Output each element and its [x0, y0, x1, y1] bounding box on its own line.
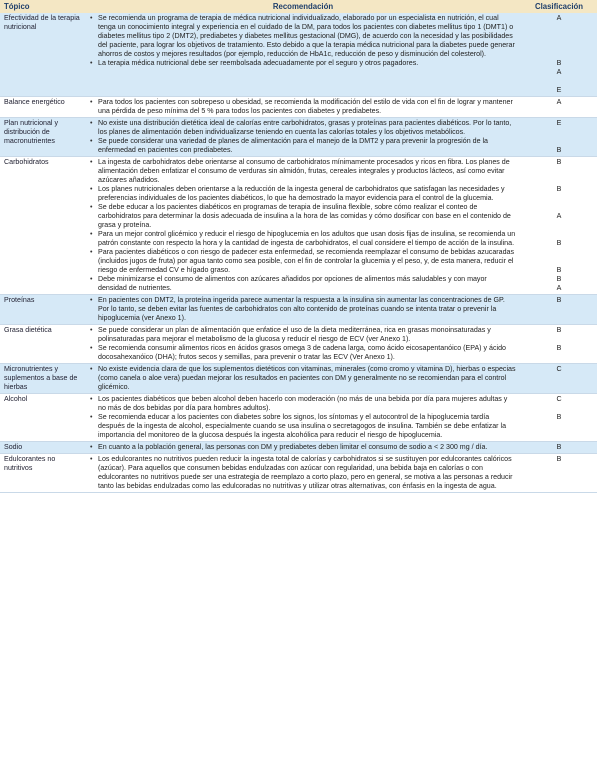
grade-label: B — [556, 296, 562, 304]
grade-label: C — [556, 365, 562, 373]
topic-cell: Micronutrientes y suplementos a base de hierbas — [0, 364, 85, 394]
table-row — [0, 157, 597, 295]
grade-label: E — [556, 86, 562, 94]
topic-cell: Sodio — [0, 442, 85, 454]
table-row — [0, 295, 597, 325]
header-recommendation: Recomendación — [85, 0, 521, 13]
classification-cell — [521, 442, 597, 454]
table-row — [0, 97, 597, 118]
classification-cell — [521, 97, 597, 118]
recommendation-cell — [85, 118, 521, 157]
grade-label: B — [556, 275, 562, 283]
classification-cell — [521, 295, 597, 325]
classification-cell — [521, 454, 597, 493]
header-classification: Clasificación — [521, 0, 597, 13]
recommendation-item: • Para pacientes diabéticos o con riesgo de padecer esta enfermedad, se recomienda reemplazar el consumo de bebidas azucaradas (incluidos jugos de fruta) por agua tanto como sea posible, con el fin de controlar la glucemia y el peso, y, de esta manera, reducir el riesgo de enfermedad CV e hígado graso. — [89, 248, 517, 275]
grade-label: B — [556, 344, 562, 352]
recommendation-cell — [85, 364, 521, 394]
recommendation-item: • En cuanto a la población general, las personas con DM y prediabetes deben limitar el consumo de sodio a < 2 300 mg / día. — [89, 443, 517, 452]
recommendation-cell — [85, 394, 521, 442]
classification-cell — [521, 157, 597, 295]
table-row — [0, 454, 597, 493]
recommendation-cell — [85, 157, 521, 295]
classification-cell — [521, 118, 597, 157]
recommendation-item: • Los planes nutricionales deben orientarse a la reducción de la ingesta general de carbohidratos que satisfagan las necesidades y preferencias individuales de los pacientes diabéticos, lo que ha demostrado la mayor evidencia para el control de la glucemia. — [89, 185, 517, 203]
grade-label: A — [556, 98, 562, 106]
recommendation-item: • Se debe educar a los pacientes diabéticos en programas de terapia de insulina flexible, sobre cómo realizar el conteo de carbohidratos para determinar la dosis adecuada de insulina a la hora de las comidas y cómo dosificar con base en el contenido de grasa y proteína. — [89, 203, 517, 230]
grade-label: B — [556, 146, 562, 154]
topic-cell: Grasa dietética — [0, 325, 85, 364]
topic-cell: Proteínas — [0, 295, 85, 325]
recommendation-cell — [85, 325, 521, 364]
recommendation-item: • La terapia médica nutricional debe ser reembolsada adecuadamente por el seguro y otros pagadores. — [89, 59, 517, 68]
grade-label: E — [556, 119, 562, 127]
grade-label: B — [556, 185, 562, 193]
recommendation-item: • Debe minimizarse el consumo de alimentos con azúcares añadidos por opciones de alimentos más saludables y con mayor densidad de nutrientes. — [89, 275, 517, 293]
recommendation-item: • Para todos los pacientes con sobrepeso u obesidad, se recomienda la modificación del estilo de vida con el fin de lograr y mantener una pérdida de peso mínima del 5 % para todos los pacientes con diabetes y prediabetes. — [89, 98, 517, 116]
table-header-row — [0, 0, 597, 13]
topic-cell: Alcohol — [0, 394, 85, 442]
table-row — [0, 325, 597, 364]
grade-label: B — [556, 158, 562, 166]
recommendation-cell — [85, 13, 521, 97]
recommendation-item: • No existe una distribución dietética ideal de calorías entre carbohidratos, grasas y proteínas para pacientes diabéticos. Por lo tanto, los planes de alimentación deben individualizarse teniendo en cuenta las calorías totales y los objetivos metabólicos. — [89, 119, 517, 137]
recommendation-item: • Se recomienda un programa de terapia de médica nutricional individualizado, elaborado por un especialista en nutrición, el cual tenga un conocimiento integral y experiencia en el cuidado de la DM, para todos los pacientes con diabetes mellitus tipo 1 (DMT1) o diabetes mellitus tipo 2 (DMT2), prediabetes y diabetes mellitus gestacional (DMG), de acuerdo con la necesidad y las posibilidades del paciente, para lograr los objetivos de tratamiento. Esto debido a que la terapia médica nutricional para la diabetes puede generar ahorros de costos y mejores resultados (por ejemplo, reducción de HbA1c, reducción de peso y disminución del colesterol). — [89, 14, 517, 59]
classification-cell — [521, 325, 597, 364]
recommendation-cell — [85, 295, 521, 325]
recommendation-item: • Para un mejor control glicémico y reducir el riesgo de hipoglucemia en los adultos que usan dosis fijas de insulina, se recomienda un patrón constante con respecto la hora y la cantidad de ingesta de carbohidratos, el cual considere el tiempo de acción de la insulina. — [89, 230, 517, 248]
table-body — [0, 13, 597, 493]
grade-label: A — [556, 212, 562, 220]
grade-label: B — [556, 59, 562, 67]
recommendation-item: • En pacientes con DMT2, la proteína ingerida parece aumentar la respuesta a la insulina sin aumentar las concentraciones de GP. Por lo tanto, se deben evitar las fuentes de carbohidratos con alto contenido de proteínas cuando se intenta tratar o prevenir la hipoglucemia (ver Anexo 1). — [89, 296, 517, 323]
grade-label: B — [556, 413, 562, 421]
grade-label: A — [556, 68, 562, 76]
classification-cell — [521, 13, 597, 97]
header-topic: Tópico — [0, 0, 85, 13]
grade-label: A — [556, 284, 562, 292]
recommendation-item: • Se recomienda educar a los pacientes con diabetes sobre los signos, los síntomas y el autocontrol de la hipoglucemia tardía después de la ingesta de alcohol, especialmente cuando se usa insulina o secretagogos de insulina. También se debe enfatizar la importancia del monitoreo de la glucosa después la ingesta alcohólica para reducir el riesgo de hipoglucemia. — [89, 413, 517, 440]
recommendation-item: • Los edulcorantes no nutritivos pueden reducir la ingesta total de calorías y carbohidratos si se sustituyen por edulcorantes calóricos (azúcar). Para aquellos que consumen bebidas endulzadas con azúcar con regularidad, una bebida baja en calorías o con edulcorantes no nutritivos puede ser una estrategia de reemplazo a corto plazo, pero en general, se motiva a las personas a reducir tanto las bebidas endulzadas como las edulcoradas no nutritivas y utilizar otras alternativas, con énfasis en la ingesta de agua. — [89, 455, 517, 491]
table-row — [0, 118, 597, 157]
table-row — [0, 364, 597, 394]
topic-cell: Edulcorantes no nutritivos — [0, 454, 85, 493]
grade-label: A — [556, 14, 562, 22]
topic-cell: Carbohidratos — [0, 157, 85, 295]
recommendation-item: • Se puede considerar una variedad de planes de alimentación para el manejo de la DMT2 y para prevenir la progresión de la enfermedad en pacientes con prediabetes. — [89, 137, 517, 155]
classification-cell — [521, 364, 597, 394]
recommendation-cell — [85, 442, 521, 454]
classification-cell — [521, 394, 597, 442]
recommendation-cell — [85, 97, 521, 118]
recommendation-item: • Se puede considerar un plan de alimentación que enfatice el uso de la dieta mediterránea, rica en grasas monoinsaturadas y polinsaturadas para mejorar el metabolismo de la glucosa y reducir el riesgo de ECV (ver Anexo 1). — [89, 326, 517, 344]
grade-label: C — [556, 395, 562, 403]
grade-label: B — [556, 455, 562, 463]
recommendation-item: • Los pacientes diabéticos que beben alcohol deben hacerlo con moderación (no más de una bebida por día para mujeres adultas y no más de dos bebidas por día para hombres adultos). — [89, 395, 517, 413]
recommendation-cell — [85, 454, 521, 493]
topic-cell: Balance energético — [0, 97, 85, 118]
recommendation-item: • La ingesta de carbohidratos debe orientarse al consumo de carbohidratos mínimamente procesados y ricos en fibra. Los planes de alimentación deben enfatizar el consumo de verduras sin almidón, frutas, cereales integrales y productos lácteos, así como evitar azúcares añadidos. — [89, 158, 517, 185]
table-row — [0, 442, 597, 454]
recommendation-item: • Se recomienda consumir alimentos ricos en ácidos grasos omega 3 de cadena larga, como ácido eicosapentanóico (EPA) y ácido docosahexanóico (DHA); frutos secos y semillas, para prevenir o tratar las ECV (Ver Anexo 1). — [89, 344, 517, 362]
topic-cell: Efectividad de la terapia nutricional — [0, 13, 85, 97]
table-row — [0, 13, 597, 97]
grade-label: B — [556, 443, 562, 451]
grade-label: B — [556, 239, 562, 247]
recommendation-item: • No existe evidencia clara de que los suplementos dietéticos con vitaminas, minerales (como cromo y vitamina D), hierbas o especias (como canela o aloe vera) puedan mejorar los resultados en pacientes con DM y generalmente no se recomiendan para el control glicémico. — [89, 365, 517, 392]
topic-cell: Plan nutricional y distribución de macronutrientes — [0, 118, 85, 157]
grade-label: B — [556, 266, 562, 274]
table-row — [0, 394, 597, 442]
grade-label: B — [556, 326, 562, 334]
